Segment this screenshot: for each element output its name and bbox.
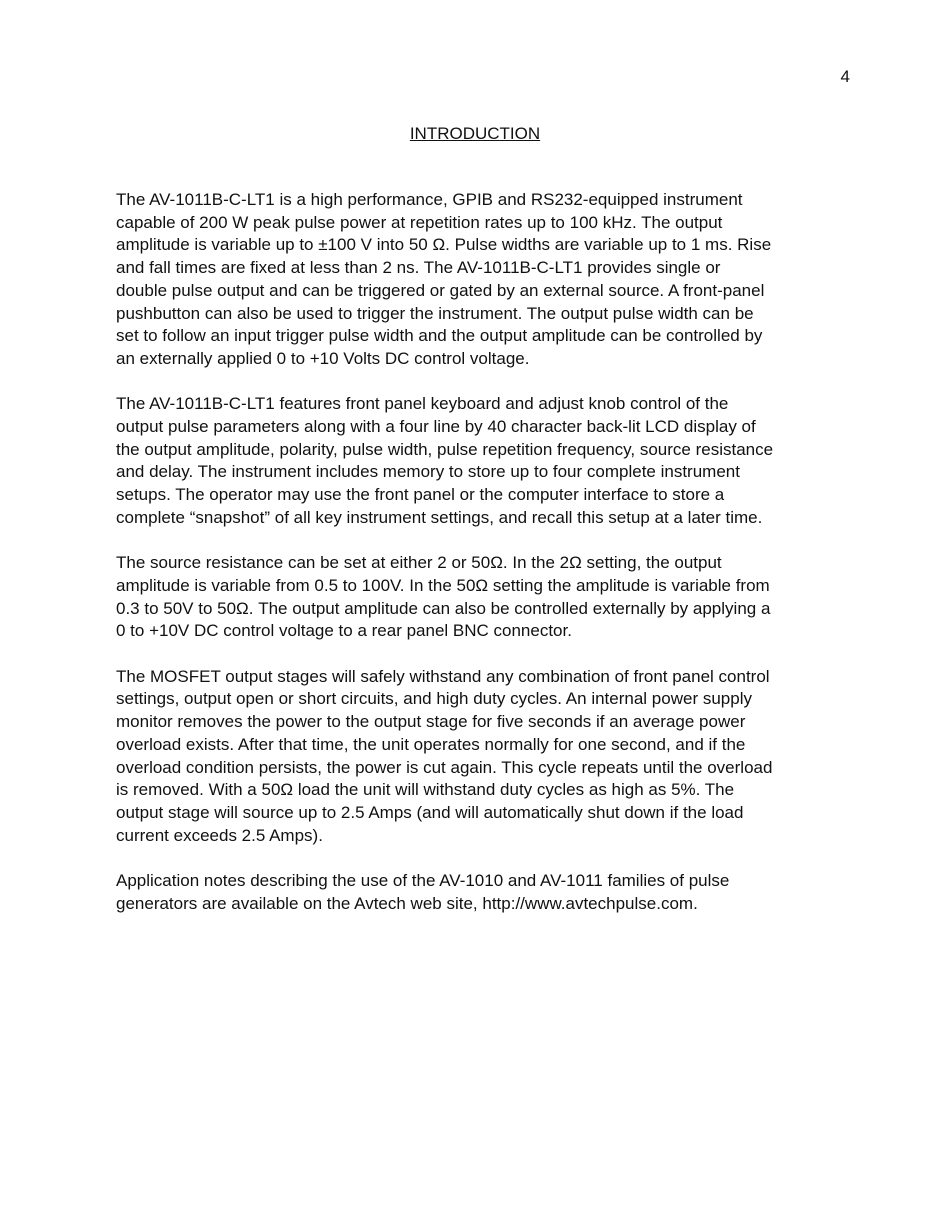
text-line: an externally applied 0 to +10 Volts DC control voltage.: [116, 348, 530, 368]
text-line: is removed. With a 50Ω load the unit will withstand duty cycles as high as 5%. The: [116, 780, 735, 800]
text-line: settings, output open or short circuits, and high duty cycles. An internal power supply: [116, 689, 752, 709]
text-line: pushbutton can also be used to trigger the instrument. The output pulse width can be: [116, 303, 754, 323]
text-line: setups. The operator may use the front panel or the computer interface to store a: [116, 485, 725, 505]
text-line: Application notes describing the use of the AV-1010 and AV-1011 families of pulse: [116, 871, 730, 891]
text-line: The AV-1011B-C-LT1 is a high performance, GPIB and RS232-equipped instrument: [116, 190, 743, 209]
text-line: set to follow an input trigger pulse width and the output amplitude can be controlled by: [116, 326, 763, 346]
text-line: amplitude is variable up to ±100 V into 50 Ω. Pulse widths are variable up to 1 ms. Rise: [116, 235, 772, 255]
body-text: [116, 189, 846, 938]
text-line: and fall times are fixed at less than 2 ns. The AV-1011B-C-LT1 provides single or: [116, 258, 721, 278]
text-line: The source resistance can be set at either 2 or 50Ω. In the 2Ω setting, the output: [116, 553, 722, 573]
text-line: 0 to +10V DC control voltage to a rear panel BNC connector.: [116, 621, 572, 641]
text-line: output stage will source up to 2.5 Amps (and will automatically shut down if the load: [116, 802, 744, 822]
text-line: output pulse parameters along with a four line by 40 character back-lit LCD display of: [116, 417, 756, 437]
text-line: current exceeds 2.5 Amps).: [116, 825, 323, 845]
text-line: 0.3 to 50V to 50Ω. The output amplitude can also be controlled externally by applying a: [116, 598, 771, 618]
section-heading: INTRODUCTION: [409, 124, 541, 143]
text-line: The MOSFET output stages will safely withstand any combination of front panel control: [116, 666, 770, 686]
paragraph-3: [116, 552, 846, 643]
paragraph-4: [116, 666, 846, 848]
paragraph-5: [116, 870, 846, 915]
text-line: capable of 200 W peak pulse power at repetition rates up to 100 kHz. The output: [116, 212, 723, 232]
text-line: The AV-1011B-C-LT1 features front panel keyboard and adjust knob control of the: [116, 394, 729, 414]
page-number: 4: [840, 67, 850, 86]
text-line: complete “snapshot” of all key instrument settings, and recall this setup at a later time.: [116, 507, 763, 527]
text-line: overload exists. After that time, the unit operates normally for one second, and if the: [116, 734, 746, 754]
text-line: generators are available on the Avtech web site, http://www.avtechpulse.com.: [116, 893, 698, 913]
paragraph-1: [116, 189, 846, 371]
text-line: and delay. The instrument includes memory to store up to four complete instrument: [116, 462, 740, 482]
text-line: double pulse output and can be triggered or gated by an external source. A front-panel: [116, 280, 765, 300]
text-line: monitor removes the power to the output stage for five seconds if an average power: [116, 712, 746, 732]
paragraph-2: [116, 393, 846, 529]
text-line: amplitude is variable from 0.5 to 100V. In the 50Ω setting the amplitude is variable from: [116, 575, 770, 595]
text-line: overload condition persists, the power is cut again. This cycle repeats until the overload: [116, 757, 773, 777]
text-line: the output amplitude, polarity, pulse width, pulse repetition frequency, source resistance: [116, 439, 774, 459]
